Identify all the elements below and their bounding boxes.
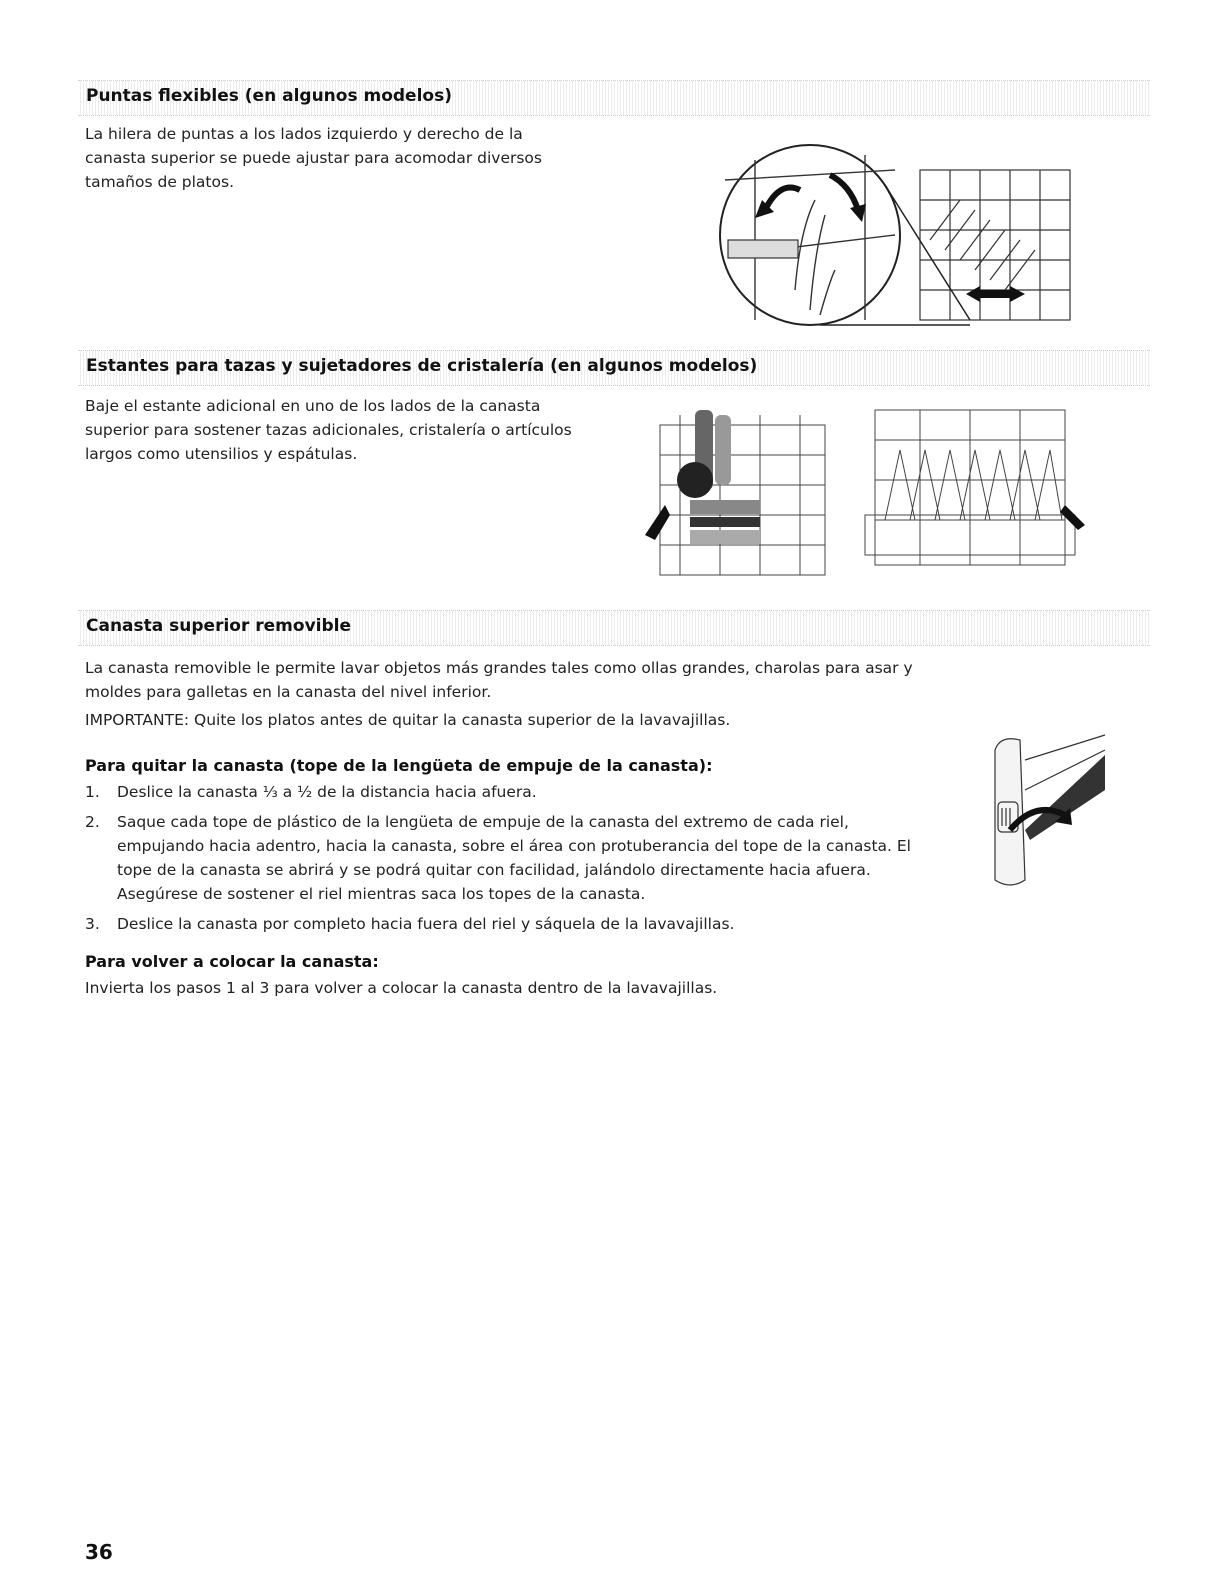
section-header-cup-shelves [78,350,1150,386]
remove-basket-heading: Para quitar la canasta (tope de la lengüeta de empuje de la canasta): [85,756,713,775]
section-title: Canasta superior removible [86,616,352,636]
section-paragraph: La canasta removible le permite lavar objetos más grandes tales como ollas grandes, charolas para asar y moldes para galletas en la canasta del nivel inferior. [85,659,913,701]
section-paragraph: La hilera de puntas a los lados izquierdo y derecho de la canasta superior se puede ajustar para acomodar diversos tamaños de platos. [85,125,542,191]
step-item [85,780,915,804]
cup-shelf-illustration [640,405,830,585]
step-item [85,912,915,936]
important-note: IMPORTANTE: Quite los platos antes de quitar la canasta superior de la lavavajillas. [85,711,731,729]
step-number: 1. [85,783,100,801]
section-title: Estantes para tazas y sujetadores de cristalería (en algunos modelos) [86,356,758,376]
section-title: Puntas flexibles (en algunos modelos) [86,86,452,106]
step-number: 2. [85,813,100,831]
step-text: Deslice la canasta por completo hacia fuera del riel y sáquela de la lavavajillas. [117,915,735,933]
replace-basket-heading: Para volver a colocar la canasta: [85,952,379,971]
upper-basket-illustration [850,400,1090,585]
flexible-tines-illustration [700,140,1090,340]
rail-stop-illustration [980,730,1110,890]
section-header-removable-basket [78,610,1150,646]
page-number: 36 [85,1540,113,1564]
step-number: 3. [85,915,100,933]
replace-basket-text: Invierta los pasos 1 al 3 para volver a colocar la canasta dentro de la lavavajillas. [85,979,718,997]
step-text: Saque cada tope de plástico de la lengüeta de empuje de la canasta del extremo de cada riel, empujando hacia adentro, hacia la canasta, sobre el área con protuberancia del tope de la canasta. El tope de la canasta se abrirá y se podrá quitar con facilidad, jalándolo directamente hacia afuera. Asegúrese de sostener el riel mientras saca los topes de la canasta. [117,813,911,903]
step-item [85,810,915,906]
section-paragraph: Baje el estante adicional en uno de los lados de la canasta superior para sostener tazas adicionales, cristalería o artículos largos como utensilios y espátulas. [85,397,572,463]
step-text: Deslice la canasta ⅓ a ½ de la distancia hacia afuera. [117,783,537,801]
remove-basket-steps [85,780,915,942]
section-header-flexible-tines [78,80,1150,116]
